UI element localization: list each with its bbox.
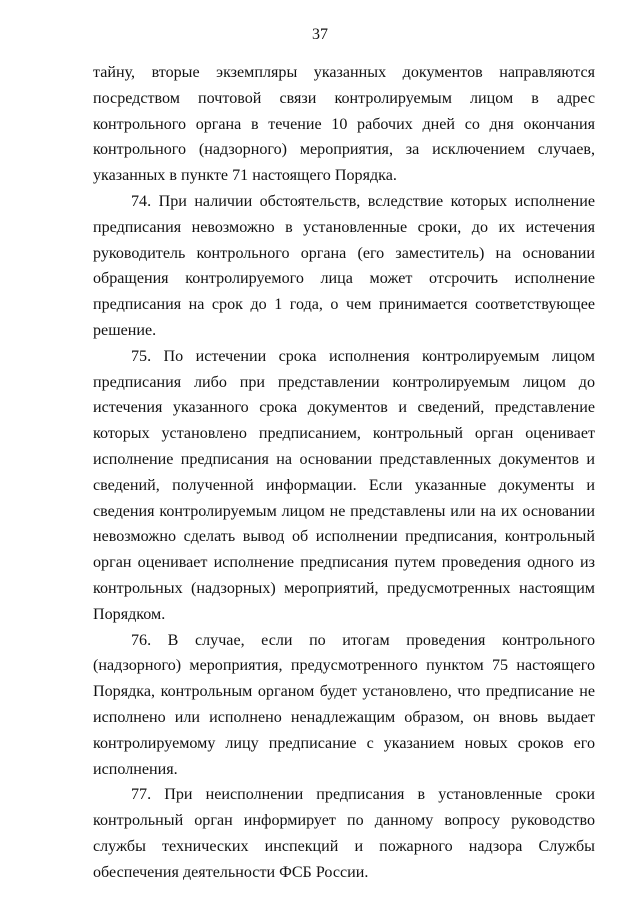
paragraph-74: 74. При наличии обстоятельств, вследствие которых исполнение предписания невозможно в установленные сроки, до их истечения руководитель контрольного органа (его заместитель) на основании обращения контролируемого лица может отсрочить исполнение предписания на срок до 1 года, о чем принимается соответствующее решение. bbox=[93, 192, 595, 339]
page-number: 37 bbox=[312, 26, 328, 43]
paragraph-75: 75. По истечении срока исполнения контролируемым лицом предписания либо при представлении контролируемым лицом до истечения указанного срока документов и сведений, представление которых установлено предписанием, контрольный орган оценивает исполнение предписания на основании представленных документов и сведений, полученной информации. Если указанные документы и сведения контролируемым лицом не представлены или на их основании невозможно сделать вывод об исполнении предписания, контрольный орган оценивает исполнение предписания путем проведения одного из контрольных (надзорных) мероприятий, предусмотренных настоящим Порядком. bbox=[93, 347, 595, 623]
paragraph-77: 77. При неисполнении предписания в установленные сроки контрольный орган информирует по данному вопросу руководство службы технических инспекций и пожарного надзора Службы обеспечения деятельности ФСБ России. bbox=[93, 786, 595, 881]
paragraph-76: 76. В случае, если по итогам проведения контрольного (надзорного) мероприятия, предусмотренного пунктом 75 настоящего Порядка, контрольным органом будет установлено, что предписание не исполнено или исполнено ненадлежащим образом, он вновь выдает контролируемому лицу предписание с указанием новых сроков его исполнения. bbox=[93, 631, 595, 778]
document-body bbox=[93, 60, 595, 886]
paragraph-continuation: тайну, вторые экземпляры указанных документов направляются посредством почтовой связи контролируемым лицом в адрес контрольного органа в течение 10 рабочих дней со дня окончания контрольного (надзорного) мероприятия, за исключением случаев, указанных в пункте 71 настоящего Порядка. bbox=[93, 64, 595, 185]
